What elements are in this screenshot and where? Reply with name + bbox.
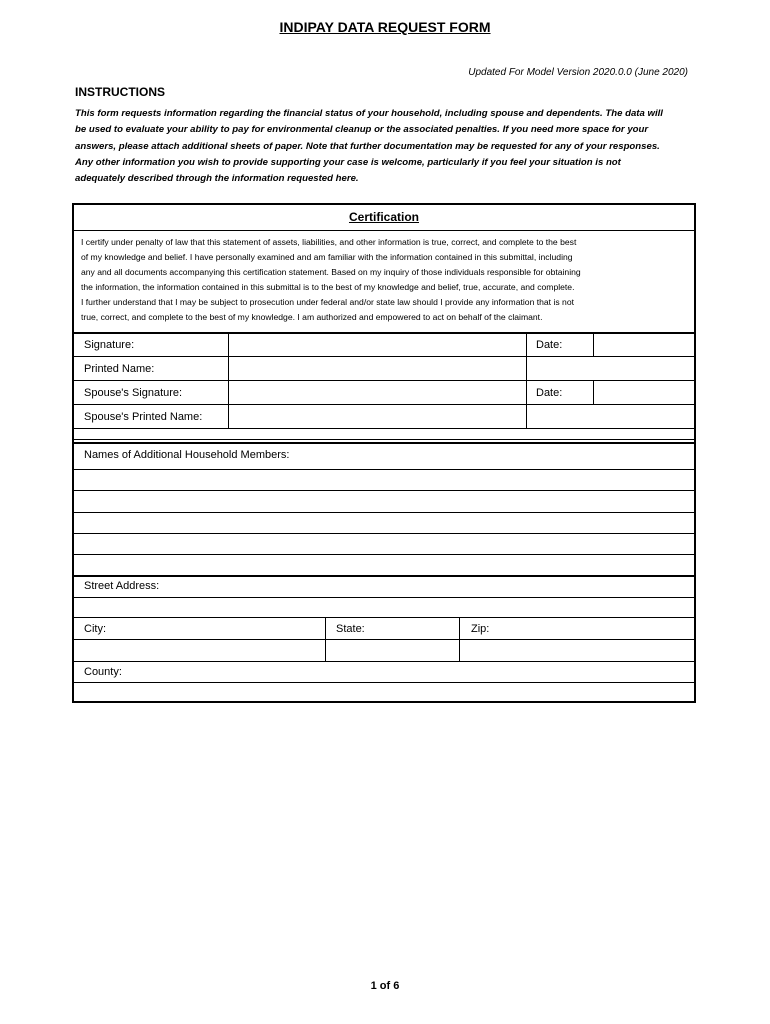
certification-heading: Certification (348, 210, 419, 224)
certification-line: I certify under penalty of law that this statement of assets, liabilities, and other information is true, correct, and complete to the best (81, 237, 577, 247)
printed-name-label: Printed Name: (84, 363, 155, 375)
certification-line: true, correct, and complete to the best of my knowledge. I am authorized and empowered to act on behalf of the claimant. (81, 312, 543, 323)
household-member-field[interactable] (75, 555, 693, 575)
version-note: Updated For Model Version 2020.0.0 (June 2020) (468, 67, 688, 78)
instructions-line: be used to evaluate your ability to pay for environmental cleanup or the associated penalties. If you need more space for your (75, 124, 649, 136)
county-field[interactable] (75, 683, 693, 701)
spouse-date-label: Date: (536, 387, 563, 399)
zip-field[interactable] (461, 640, 693, 661)
certification-line: any and all documents accompanying this certification statement. Based on my inquiry of those individuals responsible for obtaining (81, 267, 581, 278)
instructions-line: Any other information you wish to provide supporting your case is welcome, particularly if you feel your situation is not (75, 156, 621, 168)
divider (459, 618, 460, 662)
certification-line: the information, the information contained in this submittal is to the best of my knowledge and belief, true, accurate, and complete. (81, 282, 575, 293)
date-label: Date: (536, 339, 563, 351)
household-member-field[interactable] (75, 491, 693, 511)
divider (74, 617, 694, 618)
spouse-printed-name-field[interactable] (229, 405, 525, 427)
street-address-label: Street Address: (84, 580, 160, 592)
instructions-line: adequately described through the information requested here. (75, 173, 359, 185)
spouse-signature-field[interactable] (229, 381, 525, 403)
state-label: State: (336, 623, 365, 635)
divider (74, 575, 694, 577)
instructions-line: This form requests information regarding the financial status of your household, including spouse and dependents. The data will (75, 108, 663, 119)
request-form-box (72, 203, 696, 703)
certification-line: I further understand that I may be subject to prosecution under federal and/or state law should I provide any information that is not (81, 297, 574, 308)
signature-field[interactable] (229, 334, 525, 356)
instructions-text (75, 106, 700, 187)
instructions-heading: INSTRUCTIONS (75, 85, 165, 99)
household-member-field[interactable] (75, 534, 693, 554)
signature-label: Signature: (84, 339, 135, 351)
divider (526, 333, 527, 428)
city-field[interactable] (75, 640, 324, 661)
county-label: County: (84, 666, 122, 678)
household-member-field[interactable] (75, 470, 693, 490)
state-field[interactable] (327, 640, 458, 661)
certification-statement (81, 235, 691, 326)
date-field[interactable] (594, 334, 694, 356)
form-title: INDIPAY DATA REQUEST FORM (279, 19, 491, 35)
instructions-line: answers, please attach additional sheets of paper. Note that further documentation may be requested for any of your responses. (75, 140, 660, 152)
city-label: City: (84, 623, 106, 635)
divider (74, 439, 694, 440)
divider (74, 442, 694, 444)
divider (74, 230, 694, 231)
zip-label: Zip: (471, 623, 490, 635)
certification-line: of my knowledge and belief. I have personally examined and am familiar with the information contained in this submittal, including (81, 252, 573, 263)
printed-name-field[interactable] (229, 357, 525, 379)
page-number: 1 of 6 (370, 980, 400, 992)
spouse-printed-name-label: Spouse's Printed Name: (84, 411, 203, 423)
household-members-label: Names of Additional Household Members: (84, 449, 290, 461)
street-address-field[interactable] (75, 598, 693, 617)
divider (74, 428, 694, 429)
spouse-date-field[interactable] (594, 381, 694, 403)
divider (74, 661, 694, 662)
household-member-field[interactable] (75, 513, 693, 533)
spouse-signature-label: Spouse's Signature: (84, 387, 183, 399)
divider (325, 618, 326, 662)
